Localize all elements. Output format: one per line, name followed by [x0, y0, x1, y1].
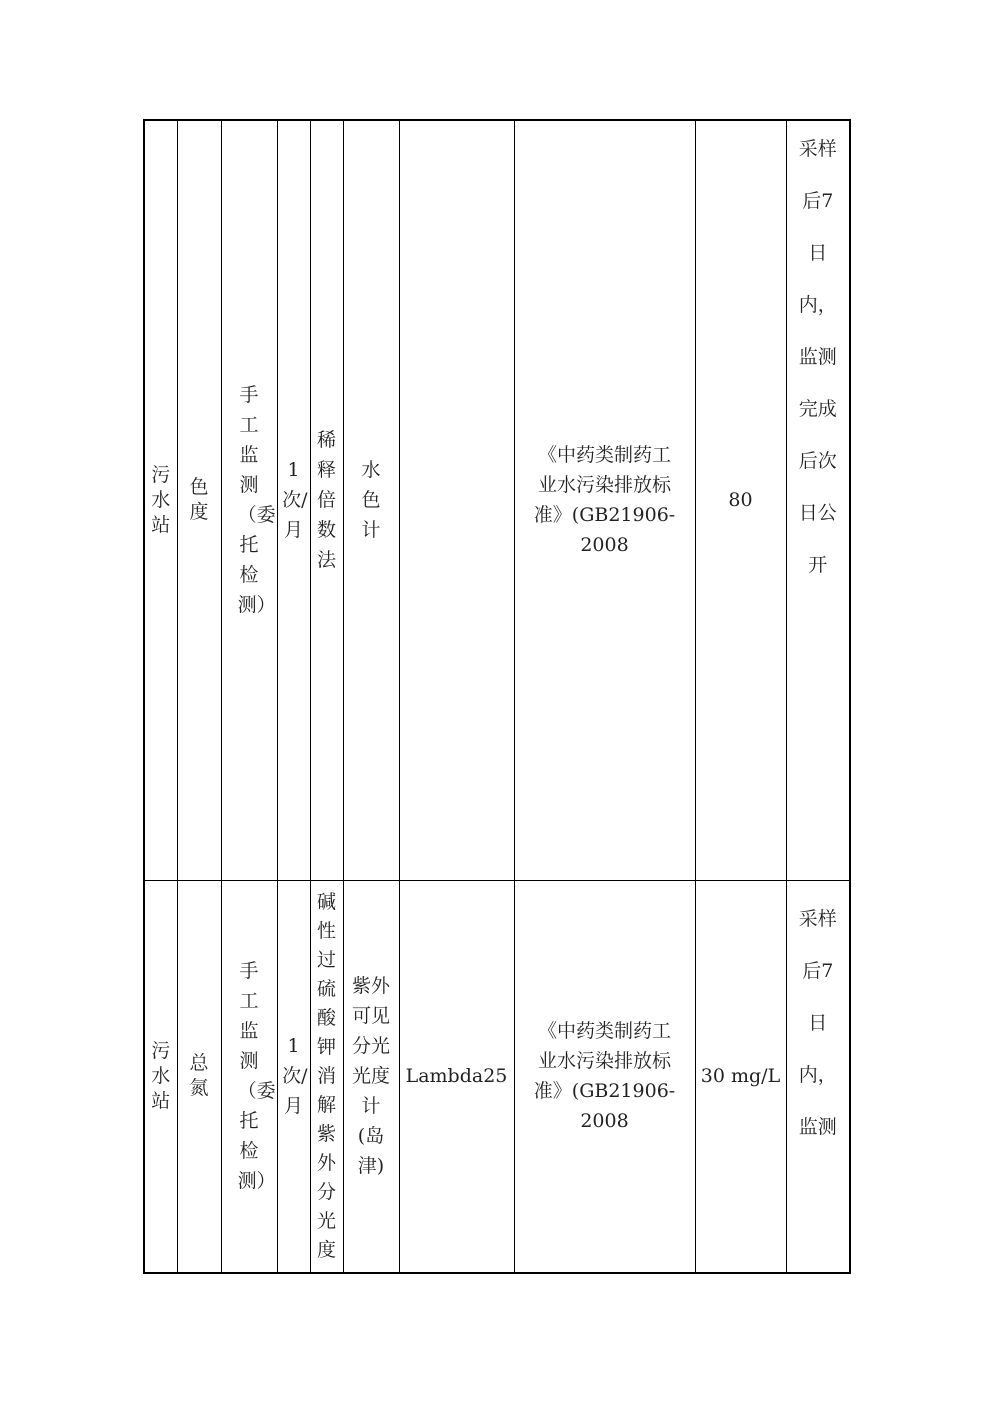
disclosure-cell: 采样后7日内，监测 — [786, 880, 850, 1273]
limit-cell: 30 mg/L — [695, 880, 786, 1273]
location-cell: 污水站 — [144, 880, 177, 1273]
instrument-model-cell — [399, 120, 514, 880]
item-cell: 总氮 — [177, 880, 221, 1273]
table-row — [144, 120, 850, 880]
standard-cell: 《中药类制药工业水污染排放标准》(GB21906-2008 — [514, 120, 695, 880]
disclosure-cell: 采样后7日内，监测完成后次日公开 — [786, 120, 850, 880]
instrument-cell: 水色计 — [343, 120, 399, 880]
frequency-cell: 1次/月 — [277, 880, 310, 1273]
frequency-cell: 1次/月 — [277, 120, 310, 880]
limit-cell: 80 — [695, 120, 786, 880]
instrument-cell: 紫外可见分光光度计(岛津) — [343, 880, 399, 1273]
item-cell: 色度 — [177, 120, 221, 880]
instrument-model-cell: Lambda25 — [399, 880, 514, 1273]
table-row — [144, 880, 850, 1273]
analysis-method-cell: 稀释倍数法 — [310, 120, 343, 880]
method-type-cell: 手工监测（委托检测） — [221, 880, 277, 1273]
method-type-cell: 手工监测（委托检测） — [221, 120, 277, 880]
location-cell: 污水站 — [144, 120, 177, 880]
standard-cell: 《中药类制药工业水污染排放标准》(GB21906-2008 — [514, 880, 695, 1273]
analysis-method-cell: 碱性过硫酸钾消解紫外分光度 — [310, 880, 343, 1273]
monitoring-table — [143, 119, 851, 1274]
